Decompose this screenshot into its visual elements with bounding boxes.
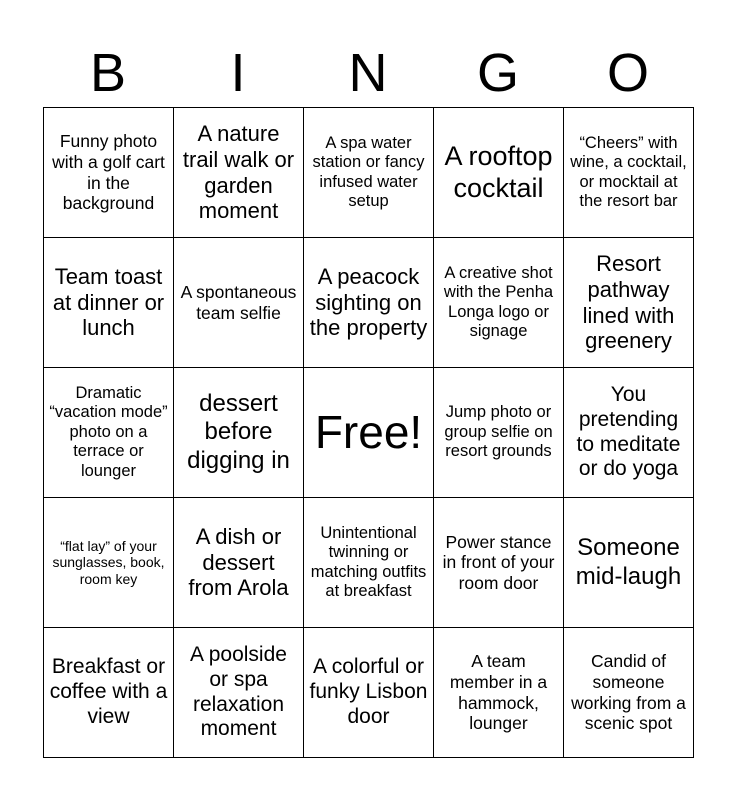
bingo-cell[interactable]: Someone mid-laugh — [564, 498, 694, 628]
header-letter-i: I — [230, 43, 246, 103]
bingo-board — [43, 107, 694, 758]
bingo-header — [43, 40, 693, 106]
bingo-cell[interactable]: Unintentional twinning or matching outfits at breakfast — [304, 498, 434, 628]
bingo-cell[interactable]: A nature trail walk or garden moment — [174, 108, 304, 238]
board-row — [44, 238, 694, 368]
header-letter-o: O — [606, 43, 649, 103]
header-letter-g: G — [476, 43, 519, 103]
header-letter-n: N — [348, 43, 388, 103]
board-row — [44, 628, 694, 758]
header-letter-b: B — [89, 43, 127, 103]
board-row — [44, 368, 694, 498]
bingo-cell[interactable]: A rooftop cocktail — [434, 108, 564, 238]
bingo-cell[interactable]: “flat lay” of your sunglasses, book, room key — [44, 498, 174, 628]
board-row — [44, 498, 694, 628]
bingo-cell[interactable]: Dramatic “vacation mode” photo on a terrace or lounger — [44, 368, 174, 498]
bingo-cell[interactable]: Candid of someone working from a scenic spot — [564, 628, 694, 758]
bingo-cell[interactable]: Resort pathway lined with greenery — [564, 238, 694, 368]
bingo-cell[interactable]: You pretending to meditate or do yoga — [564, 368, 694, 498]
bingo-cell[interactable]: Team toast at dinner or lunch — [44, 238, 174, 368]
bingo-cell[interactable]: Power stance in front of your room door — [434, 498, 564, 628]
bingo-cell[interactable]: Funny photo with a golf cart in the background — [44, 108, 174, 238]
bingo-cell[interactable]: dessert before digging in — [174, 368, 304, 498]
bingo-cell[interactable]: Jump photo or group selfie on resort grounds — [434, 368, 564, 498]
bingo-cell[interactable]: A poolside or spa relaxation moment — [174, 628, 304, 758]
bingo-cell[interactable]: “Cheers” with wine, a cocktail, or mocktail at the resort bar — [564, 108, 694, 238]
free-space[interactable]: Free! — [304, 368, 434, 498]
bingo-cell[interactable]: A colorful or funky Lisbon door — [304, 628, 434, 758]
bingo-cell[interactable]: A spontaneous team selfie — [174, 238, 304, 368]
board-row — [44, 108, 694, 238]
bingo-cell[interactable]: A team member in a hammock, lounger — [434, 628, 564, 758]
bingo-cell[interactable]: A peacock sighting on the property — [304, 238, 434, 368]
bingo-cell[interactable]: Breakfast or coffee with a view — [44, 628, 174, 758]
bingo-cell[interactable]: A dish or dessert from Arola — [174, 498, 304, 628]
bingo-cell[interactable]: A creative shot with the Penha Longa logo or signage — [434, 238, 564, 368]
bingo-cell[interactable]: A spa water station or fancy infused water setup — [304, 108, 434, 238]
